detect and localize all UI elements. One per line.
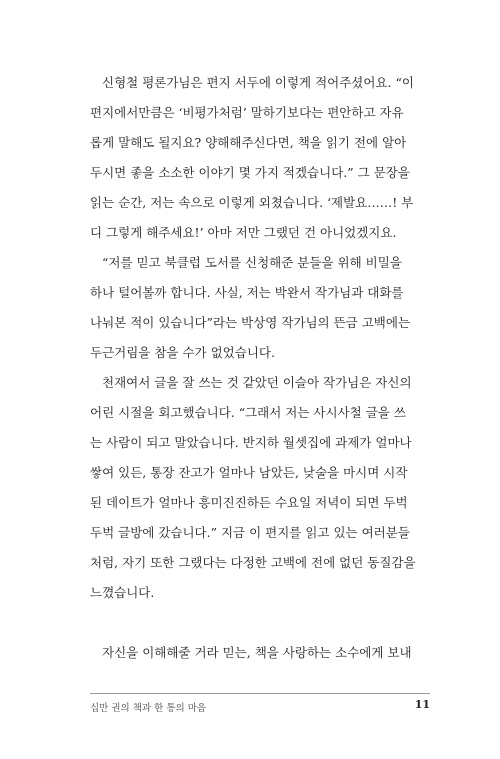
- text-line: 처럼, 자기 또한 그랬다는 다정한 고백에 전에 없던 동질감을: [90, 555, 416, 570]
- body-text: [90, 68, 430, 668]
- text-line: “저를 믿고 북클럽 도서를 신청해준 분들을 위해 비밀을: [102, 255, 402, 270]
- running-footer-title: 십만 권의 책과 한 통의 마음: [90, 703, 207, 714]
- text-line: 신형철 평론가님은 편지 서두에 이렇게 적어주셨어요. “이: [102, 75, 414, 90]
- paragraph-4: [90, 638, 430, 668]
- footer-divider: [90, 693, 430, 694]
- paragraph-1: [90, 68, 430, 248]
- text-line: 하나 털어볼까 합니다. 사실, 저는 박완서 작가님과 대화를: [90, 285, 404, 300]
- paragraph-2: [90, 248, 430, 368]
- text-line: 디 그렇게 해주세요!’ 아마 저만 그랬던 건 아니었겠지요.: [90, 225, 397, 240]
- text-line: 느꼈습니다.: [90, 585, 155, 600]
- text-line: 천재여서 글을 잘 쓰는 것 같았던 이슬아 작가님은 자신의: [102, 375, 412, 390]
- text-line: 롭게 말해도 될지요? 양해해주신다면, 책을 읽기 전에 알아: [90, 135, 407, 150]
- text-line: 두벅 글방에 갔습니다.” 지금 이 편지를 읽고 있는 여러분들: [90, 525, 410, 540]
- text-line: 나눠본 적이 있습니다”라는 박상영 작가님의 뜬금 고백에는: [90, 315, 411, 330]
- text-line: 어린 시절을 회고했습니다. “그래서 저는 사시사철 글을 쓰: [90, 405, 406, 420]
- text-line: 자신을 이해해줄 거라 믿는, 책을 사랑하는 소수에게 보내: [102, 645, 412, 660]
- text-line: 는 사람이 되고 말았습니다. 반지하 월셋집에 과제가 얼마나: [90, 435, 412, 450]
- text-line: 된 데이트가 얼마나 흥미진진하든 수요일 저녁이 되면 두벅: [90, 495, 408, 510]
- text-line: 편지에서만큼은 ‘비평가처럼’ 말하기보다는 편안하고 자유: [90, 105, 404, 120]
- text-line: 두근거림을 참을 수가 없었습니다.: [90, 345, 275, 360]
- page-number: 11: [414, 698, 430, 711]
- text-line: 두시면 좋을 소소한 이야기 몇 가지 적겠습니다.” 그 문장을: [90, 165, 410, 180]
- paragraph-3: [90, 368, 430, 608]
- text-line: 읽는 순간, 저는 속으로 이렇게 외쳤습니다. ‘제발요……! 부: [90, 195, 414, 210]
- text-line: 쌓여 있든, 통장 잔고가 얼마나 남았든, 낮술을 마시며 시작: [90, 465, 408, 480]
- section-gap: [90, 608, 430, 638]
